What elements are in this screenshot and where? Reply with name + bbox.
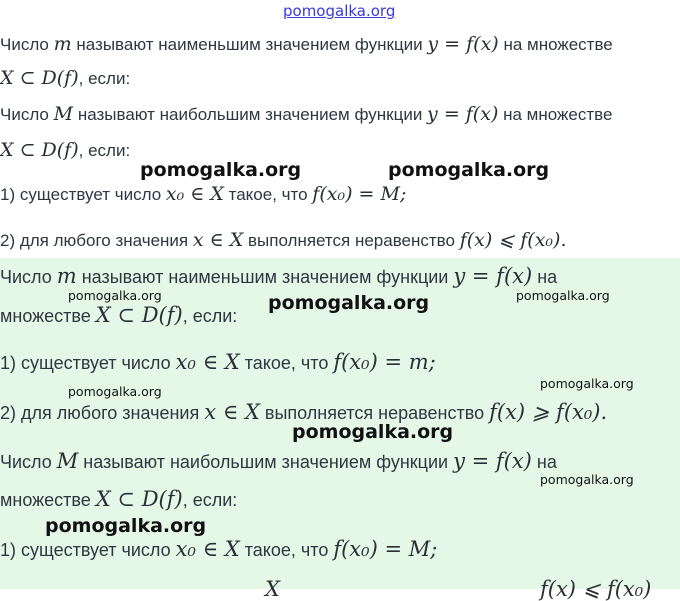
min-set-line: [0, 67, 130, 90]
text: Число: [0, 267, 57, 287]
text: Число: [0, 105, 54, 124]
math-func: y = f(x): [453, 264, 533, 288]
math-set: X ⊂ D(f): [0, 67, 79, 89]
text: такое, что: [239, 353, 334, 373]
max-definition-line: [0, 103, 612, 126]
text: на множестве: [498, 105, 613, 124]
math-var: M: [56, 449, 79, 473]
green-min-item-1: [0, 351, 436, 374]
text: называют наименьшим значением функции: [76, 267, 454, 287]
watermark: pomogalka.org: [388, 159, 550, 181]
watermark: pomogalka.org: [140, 159, 302, 181]
math: f(x₀) = M;: [333, 537, 438, 561]
green-min-set: [0, 304, 237, 327]
math: x₀ ∈ X: [175, 350, 240, 374]
text: множестве: [0, 490, 96, 510]
site-link[interactable]: pomogalka.org: [283, 2, 396, 20]
text: Число: [0, 452, 57, 472]
math: f(x) ⩾ f(x₀).: [489, 400, 608, 424]
green-max-item-2-partial-ineq: [540, 578, 651, 601]
math: f(x₀) = m;: [333, 350, 436, 374]
math-set: X ⊂ D(f): [0, 139, 79, 161]
text: на множестве: [498, 35, 613, 54]
text: 2) для любого значения: [0, 231, 193, 250]
text: 1) существует число: [0, 540, 176, 560]
min-definition-line: [0, 33, 613, 56]
text: называют наибольшим значением функции: [73, 105, 428, 124]
math: x₀ ∈ X: [165, 183, 224, 205]
text: , если:: [182, 306, 238, 326]
watermark: pomogalka.org: [45, 515, 207, 537]
watermark: pomogalka.org: [68, 384, 162, 399]
math-var: m: [53, 33, 72, 55]
text: Число: [0, 35, 54, 54]
green-max-item-1: [0, 538, 437, 561]
text: 1) существует число: [0, 185, 166, 204]
text: на: [531, 452, 557, 472]
text: 1) существует число: [0, 353, 176, 373]
math: f(x₀) = M;: [312, 183, 407, 205]
text: , если:: [78, 141, 131, 160]
watermark: pomogalka.org: [516, 288, 610, 303]
watermark: pomogalka.org: [540, 472, 634, 487]
text: на: [532, 267, 558, 287]
text: , если:: [78, 69, 131, 88]
text: называют наименьшим значением функции: [71, 35, 428, 54]
math-func: y = f(x): [427, 103, 499, 125]
math: f(x) ⩽ f(x₀): [540, 577, 652, 601]
green-max-set: [0, 488, 237, 511]
math-set: X ⊂ D(f): [95, 487, 183, 511]
max-item-1: [0, 183, 406, 206]
text: такое, что: [239, 540, 334, 560]
watermark: pomogalka.org: [68, 288, 162, 303]
text: 2) для любого значения: [0, 403, 205, 423]
math: x ∈ X: [204, 400, 260, 424]
math: f(x) ⩽ f(x₀).: [459, 229, 567, 251]
watermark: pomogalka.org: [540, 376, 634, 391]
math-func: y = f(x): [427, 33, 499, 55]
text: такое, что: [223, 185, 313, 204]
math-func: y = f(x): [453, 449, 532, 473]
green-max-definition: [0, 450, 557, 473]
watermark: pomogalka.org: [292, 421, 454, 443]
text: выполняется неравенство: [243, 231, 460, 250]
green-max-item-2-partial: [265, 578, 280, 601]
max-set-line: [0, 139, 130, 162]
text: выполняется неравенство: [259, 403, 490, 423]
max-item-2: [0, 229, 567, 252]
math-var: M: [53, 103, 74, 125]
math: X: [265, 577, 280, 601]
green-min-definition: [0, 265, 557, 288]
text: множестве: [0, 306, 96, 326]
text: , если:: [182, 490, 238, 510]
text: называют наибольшим значением функции: [78, 452, 454, 472]
watermark: pomogalka.org: [268, 292, 430, 314]
math-var: m: [56, 264, 77, 288]
math-set: X ⊂ D(f): [95, 303, 183, 327]
math: x₀ ∈ X: [175, 537, 240, 561]
math: x ∈ X: [192, 229, 244, 251]
